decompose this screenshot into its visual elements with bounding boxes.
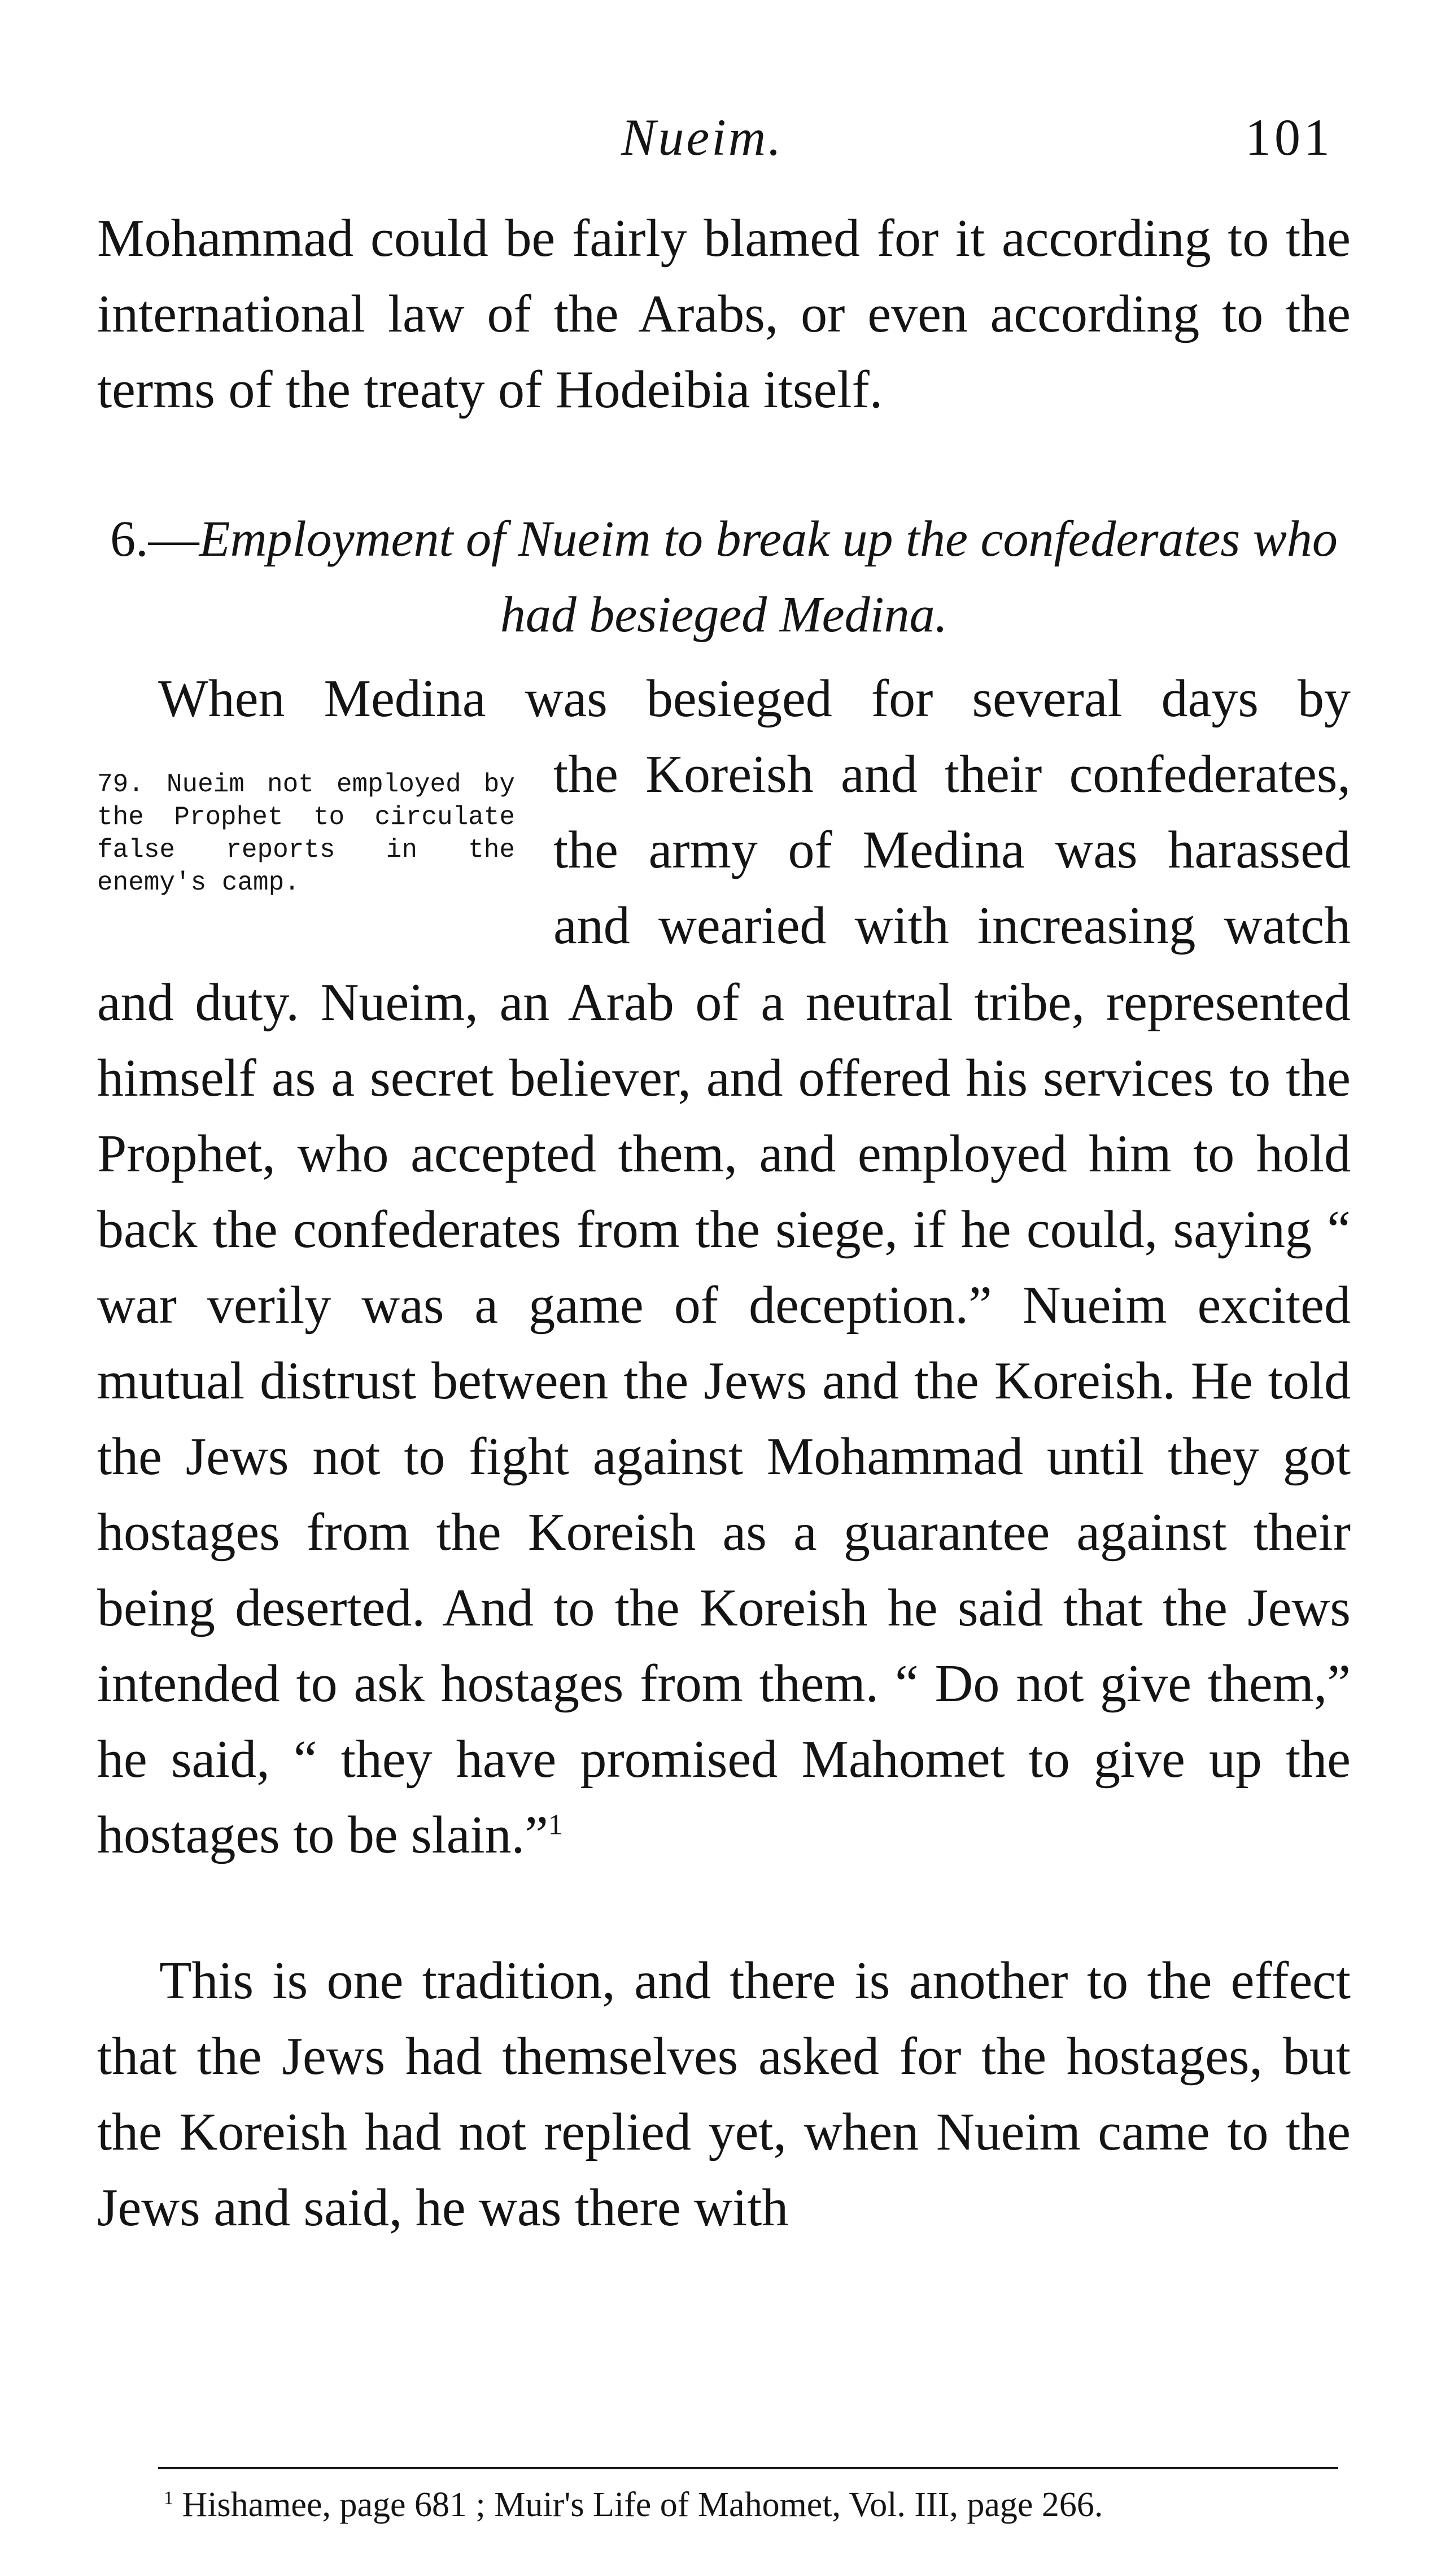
footnote-marker: 1 (164, 2487, 174, 2509)
marginal-sidenote: 79. Nueim not employed by the Prophet to circulate false reports in the enemy's camp. (97, 770, 515, 897)
footnote-divider (158, 2467, 1338, 2469)
running-head (0, 107, 1441, 169)
wrapped-line: the army of Medina was harassed (553, 821, 1351, 879)
wrapped-line: and wearied with increasing watch (553, 896, 1351, 955)
paragraph-first-line: When Medina was besieged for several days by (158, 669, 1351, 728)
footnote-reference[interactable]: 1 (548, 1808, 563, 1841)
footnote-text: Hishamee, page 681 ; Muir's Life of Mahomet, Vol. III, page 266. (182, 2486, 1103, 2524)
paragraph-main-text: and duty. Nueim, an Arab of a neutral tribe, represented himself as a secret believer, and offered his services to the Prophet, who accepted them, and employed him to hold back the confederates from the siege, if he could, saying “ war verily was a game of deception.” Nueim excited mutual distrust between the Jews and the Koreish. He told the Jews not to fight against Mohammad until they got hostages from the Koreish as a guarantee against their being deserted. And to the Koreish he said that the Jews intended to ask hostages from them. “ Do not give them,” he said, “ they have promised Mahomet to give up the hostages to be slain.” (97, 973, 1351, 1864)
section-title: Employment of Nueim to break up the confederates who had besieged Medina. (199, 511, 1338, 643)
paragraph-second: This is one tradition, and there is another to the effect that the Jews had themselves asked for the hostages, but the Koreish had not replied yet, when Nueim came to the Jews and said, he was there with (97, 1951, 1351, 2237)
paragraph-wrapped-lines (553, 736, 1351, 964)
running-title: Nueim. (621, 108, 784, 166)
footnote (164, 2482, 1350, 2527)
section-number: 6.— (110, 511, 199, 567)
page-number: 101 (1245, 108, 1333, 166)
paragraph-continued: Mohammad could be fairly blamed for it according to the international law of the Arabs, or even according to the terms of the treaty of Hodeibia itself. (97, 209, 1351, 419)
paragraph-main (97, 965, 1351, 1873)
wrapped-line: the Koreish and their confederates, (553, 745, 1351, 804)
section-heading (97, 502, 1351, 653)
